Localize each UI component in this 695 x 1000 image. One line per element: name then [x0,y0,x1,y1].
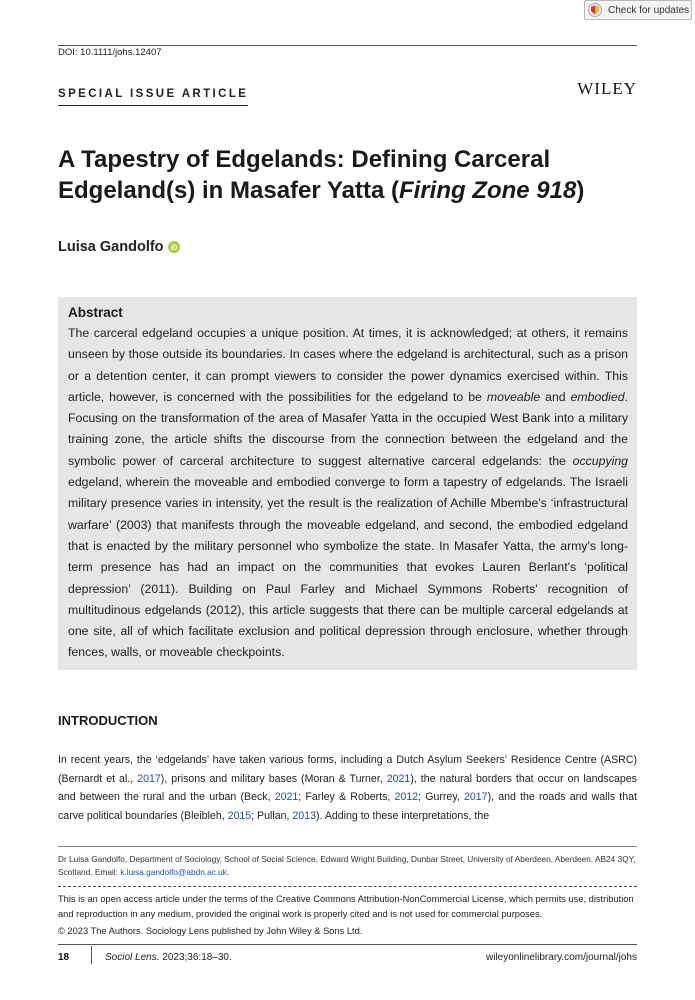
check-for-updates-button[interactable] [584,0,692,20]
citation-link[interactable]: 2017 [463,791,488,804]
introduction-heading: INTRODUCTION [58,713,158,728]
footer-rule [58,944,637,945]
footer-separator [91,946,92,964]
abstract [58,297,637,670]
abstract-heading: Abstract [68,305,123,320]
check-updates-label: Check for updates [608,4,690,16]
copyright-text: © 2023 The Authors. Sociology Lens published by John Wiley & Sons Ltd. [58,926,363,936]
email-link[interactable]: k.luisa.gandolfo@abdn.ac.uk [120,866,227,877]
doi: DOI: 10.1111/johs.12407 [58,47,162,58]
citation-link[interactable]: 2015 [227,809,252,822]
journal-citation: Sociol Lens. 2023;36:18–30. [105,952,232,963]
section-label: SPECIAL ISSUE ARTICLE [58,88,248,106]
publisher-logo: WILEY [577,79,637,98]
abstract-text: The carceral edgeland occupies a unique position. At times, it is acknowledged; at others, it remains unseen by those outside its boundaries. In cases where the edgeland is architectural, such as a prison or a detention center, it can prompt viewers to consider the power dynamics exercised within. This article, however, is concerned with the possibilities for the edgeland to be moveable and embodied. Focusing on the transformation of the area of Masafer Yatta in the occupied West Bank into a military training zone, the article shifts the discourse from the connection between the edgeland and the symbolic power of carceral architecture to suggest alternative carceral edgelands: the occupying edgeland, wherein the moveable and embodied converge to form a tapestry of edgelands. The Israeli military presence varies in intensity, yet the result is the realization of Achille Mbembe's ‘infrastructural warfare’ (2003) that manifests through the moveable edgeland, and second, the embodied edgeland that is enacted by the military personnel who symbolize the state. In Masafer Yatta, the army's long-term presence has had an impact on the communities that evokes Lauren Berlant's ‘political depression’ (2011). Building on Paul Farley and Michael Symmons Roberts' recognition of multitudinous edgelands (2012), this article suggests that there can be multiple carceral edgelands at one site, all of which facilitate exclusion and political depression through enclosure, whether through fences, walls, or moveable checkpoints. [68,326,629,660]
page-number: 18 [58,952,70,963]
journal-url[interactable]: wileyonlinelibrary.com/journal/johs [486,952,637,963]
citation-link[interactable]: 2017 [137,772,161,785]
author [58,239,180,255]
license-block [58,892,637,939]
title-italic: Firing Zone 918 [398,177,577,204]
citation-link[interactable]: 2013 [292,809,316,822]
orcid-icon[interactable] [168,241,180,253]
header-rule [58,45,637,46]
title-text: A Tapestry of Edgelands: Defining Carceral Edgeland(s) in Masafer Yatta ( [58,146,551,204]
introduction-paragraph: In recent years, the ‘edgelands’ have taken various forms, including a Dutch Asylum Seekers' Residence Centre (ASRC) (Bernardt et al., 2017), prisons and military bases (Moran & Turner, 2021), the natural borders that occur on landscapes and between the rural and the urban (Beck, 2021; Farley & Roberts, 2012; Gurrey, 2017), and the roads and walls that carve political boundaries (Bleibleh, 2015; Pullan, 2013). Adding to these interpretations, the [58,754,637,822]
citation-link[interactable]: 2012 [394,791,419,804]
citation-link[interactable]: 2021 [274,791,299,804]
citation-link[interactable]: 2021 [386,772,411,785]
title-end: ) [576,177,585,204]
author-name[interactable]: Luisa Gandolfo [58,239,164,255]
article-title [58,144,648,206]
author-affiliation: Dr Luisa Gandolfo, Department of Sociology, School of Social Science, Edward Wright Building, Dunbar Street, University of Aberdeen, Aberdeen. AB24 3QY, Scotland. Email: k.luisa.gandolfo@abdn.ac.uk. [58,854,636,877]
license-rule [58,886,637,887]
footnote-rule [58,846,637,847]
check-updates-icon [588,3,602,17]
license-text: This is an open access article under the terms of the Creative Commons Attribution-NonCommercial License, which permits use, distribution and reproduction in any medium, provided the original work is properly cited and is not used for commercial purposes. [58,894,634,919]
